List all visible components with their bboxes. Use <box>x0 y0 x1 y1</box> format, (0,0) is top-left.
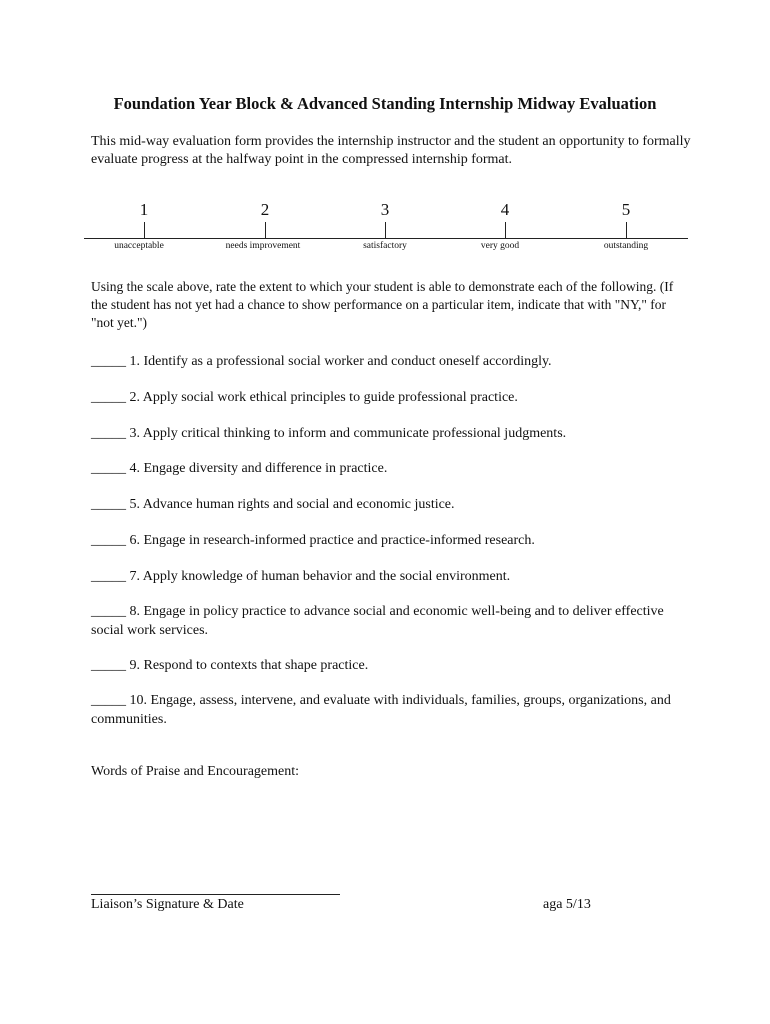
scale-number-4: 4 <box>500 200 510 219</box>
competency-item-10: _____ 10. Engage, assess, intervene, and evaluate with individuals, families, groups, organizations, and communities. <box>91 693 671 727</box>
scale-number-2: 2 <box>260 200 270 219</box>
competency-item-5: _____ 5. Advance human rights and social and economic justice. <box>91 497 455 512</box>
scale-tick-1 <box>144 222 145 238</box>
competency-item-9: _____ 9. Respond to contexts that shape practice. <box>91 658 369 673</box>
scale-tick-4 <box>505 222 506 238</box>
competency-item-3: _____ 3. Apply critical thinking to inform and communicate professional judgments. <box>91 426 567 441</box>
competency-item-6: _____ 6. Engage in research-informed practice and practice-informed research. <box>91 533 535 548</box>
scale-number-3: 3 <box>380 200 390 219</box>
scale-label-2: needs improvement <box>225 241 301 251</box>
signature-line <box>91 894 340 895</box>
signature-label: Liaison’s Signature & Date <box>91 897 244 912</box>
competency-item-2: _____ 2. Apply social work ethical principles to guide professional practice. <box>91 390 518 405</box>
scale-label-5: outstanding <box>603 241 649 251</box>
competency-item-8: _____ 8. Engage in policy practice to advance social and economic well-being and to deliver effective social work services. <box>91 604 664 638</box>
scale-number-1: 1 <box>139 200 149 219</box>
competency-item-1: _____ 1. Identify as a professional social worker and conduct oneself accordingly. <box>91 354 552 369</box>
page-title: Foundation Year Block & Advanced Standing Internship Midway Evaluation <box>113 94 657 113</box>
competency-item-7: _____ 7. Apply knowledge of human behavior and the social environment. <box>91 569 511 584</box>
scale-tick-2 <box>265 222 266 238</box>
intro-paragraph: This mid-way evaluation form provides the internship instructor and the student an opportunity to formally evaluate progress at the halfway point in the compressed internship format. <box>91 134 691 167</box>
competency-item-4: _____ 4. Engage diversity and difference in practice. <box>91 461 388 476</box>
scale-number-5: 5 <box>621 200 631 219</box>
scale-label-3: satisfactory <box>363 241 407 251</box>
scale-tick-3 <box>385 222 386 238</box>
rating-instructions: Using the scale above, rate the extent to which your student is able to demonstrate each of the following. (If the student has not yet had a chance to show performance on a particular item, indicate that with "NY," for "not yet.") <box>91 279 674 330</box>
scale-label-4: very good <box>480 241 520 251</box>
scale-label-1: unacceptable <box>114 241 164 251</box>
scale-tick-5 <box>626 222 627 238</box>
scale-baseline <box>84 238 688 239</box>
form-code: aga 5/13 <box>543 897 591 912</box>
rating-scale <box>84 200 688 260</box>
praise-heading: Words of Praise and Encouragement: <box>91 764 300 779</box>
